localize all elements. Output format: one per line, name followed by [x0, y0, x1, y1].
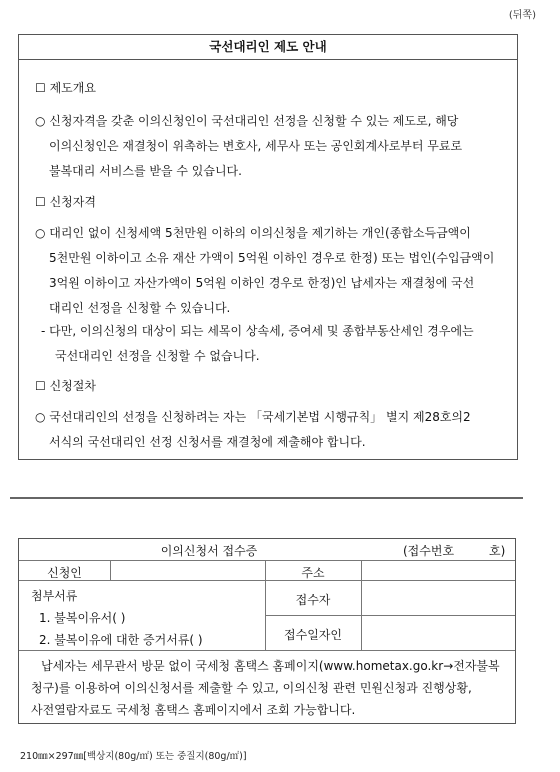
hometax-notice-line: 청구)를 이용하여 이의신청서를 제출할 수 있고, 이의신청 관련 민원신청과 진행상황, [31, 681, 472, 695]
hometax-notice-line: 납세자는 세무관서 방문 없이 국세청 홈택스 홈페이지(www.hometax.go.kr→전자불복 [41, 659, 500, 673]
section-heading-procedure: ☐ 신청절차 [35, 379, 96, 393]
receipt-number-suffix: 호) [489, 544, 506, 558]
section-heading-eligibility: ☐ 신청자격 [35, 195, 96, 209]
notice-title: 국선대리인 제도 안내 [19, 35, 517, 60]
attachment-item: 1. 불복이유서( ) [39, 611, 126, 625]
eligibility-line: ○ 대리인 없이 신청세액 5천만원 이하의 이의신청을 제기하는 개인(종합소득금액이 [35, 226, 471, 240]
eligibility-line: 3억원 이하이고 자산가액이 5억원 이하인 경우로 한정)인 납세자는 재결청에 국선 [49, 276, 475, 290]
hometax-notice-line: 사전열람자료도 국세청 홈택스 홈페이지에서 조회 가능합니다. [31, 703, 356, 717]
notice-box [18, 34, 518, 460]
overview-line: 불복대리 서비스를 받을 수 있습니다. [49, 164, 242, 178]
row-divider [19, 650, 515, 651]
eligibility-line: 5천만원 이하이고 소유 재산 가액이 5억원 이하인 경우로 한정) 또는 법인(수입금액이 [49, 251, 495, 265]
exception-line: 국선대리인 선정을 신청할 수 없습니다. [55, 349, 260, 363]
applicant-field[interactable] [111, 561, 265, 580]
receipt-date-label: 접수일자인 [284, 628, 342, 642]
procedure-paragraph [35, 405, 503, 455]
applicant-label: 신청인 [47, 566, 82, 580]
eligibility-exception [41, 319, 503, 369]
receipt-number-label: (접수번호 [403, 544, 455, 558]
page-side-label: (뒤쪽) [508, 10, 536, 21]
eligibility-line: 대리인 선정을 신청할 수 있습니다. [49, 301, 231, 315]
overview-paragraph [35, 109, 503, 184]
hometax-notice [31, 655, 509, 721]
paper-spec-footer: 210㎜×297㎜[백상지(80g/㎡) 또는 중질지(80g/㎡)] [20, 751, 247, 762]
receipt-table [18, 538, 516, 724]
receipt-title: 이의신청서 접수증 [160, 544, 258, 558]
receiver-label: 접수자 [295, 593, 331, 607]
address-label: 주소 [301, 566, 325, 580]
attachments-label: 첨부서류 [31, 589, 78, 603]
receiver-field[interactable] [362, 581, 516, 615]
exception-line: - 다만, 이의신청의 대상이 되는 세목이 상속세, 증여세 및 종합부동산세인 경우에는 [41, 324, 474, 338]
address-field[interactable] [362, 561, 516, 580]
section-heading-overview: ☐ 제도개요 [35, 81, 96, 95]
overview-line: 이의신청인은 재결청이 위촉하는 변호사, 세무사 또는 공인회계사로부터 무료로 [49, 139, 463, 153]
eligibility-paragraph [35, 221, 503, 321]
receipt-date-stamp-field[interactable] [362, 616, 516, 650]
procedure-line: ○ 국선대리인의 선정을 신청하려는 자는 「국세기본법 시행규칙」 별지 제28호의2 [35, 410, 471, 424]
cut-line [10, 497, 523, 499]
procedure-line: 서식의 국선대리인 선정 신청서를 재결청에 제출해야 합니다. [49, 435, 366, 449]
attachment-item: 2. 불복이유에 대한 증거서류( ) [39, 633, 203, 647]
overview-line: ○ 신청자격을 갖춘 이의신청인이 국선대리인 선정을 신청할 수 있는 제도로, 해당 [35, 114, 459, 128]
